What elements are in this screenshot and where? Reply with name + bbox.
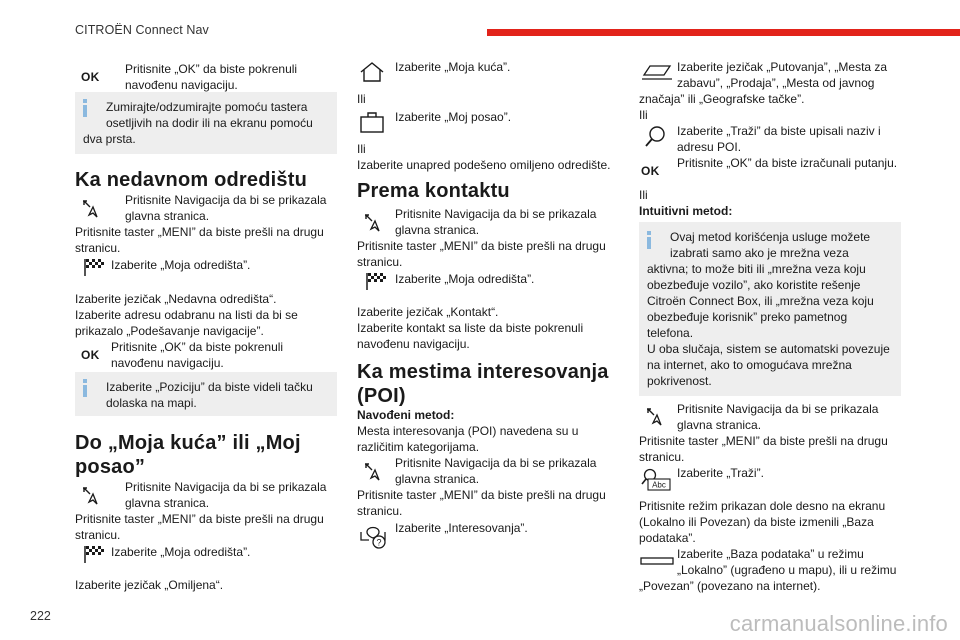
note-line: izabrati samo ako je mrežna veza — [670, 246, 849, 260]
text-line: Navođeni metod: — [357, 408, 455, 422]
info-note — [75, 372, 337, 416]
info-icon — [83, 379, 87, 397]
text-line: „Lokalno” (ugrađeno u mapu), ili u režimu — [677, 563, 897, 577]
svg-text:?: ? — [376, 537, 382, 548]
text-line: Pritisnite „OK” da biste pokrenuli — [125, 62, 298, 76]
text-line: stranicu. — [75, 528, 121, 542]
text-line: „Povezan” (povezano na internet). — [639, 579, 821, 593]
text-line: Pritisnite Navigacija da bi se prikazala — [395, 207, 597, 221]
text-line: glavna stranica. — [125, 209, 210, 223]
text-line: Pritisnite „OK” da biste pokrenuli — [111, 340, 284, 354]
text-line: Izaberite „Traži”. — [677, 466, 764, 480]
text-line: Ili — [357, 142, 366, 156]
ok-icon: OK — [641, 164, 660, 178]
text-line: stranicu. — [639, 450, 685, 464]
text-line: Izaberite jezičak „Omiljena“. — [75, 578, 224, 592]
text-line: glavna stranica. — [395, 223, 480, 237]
section-heading: posao” — [75, 456, 146, 478]
note-line: aktivna; to može biti ili „mrežna veza koju — [647, 262, 866, 276]
text-line: Pritisnite režim prikazan dole desno na ekranu — [639, 499, 886, 513]
text-line: Pritisnite „OK” da biste izračunali putanju. — [677, 156, 898, 170]
page-number: 222 — [30, 609, 51, 623]
text-line: Izaberite kontakt sa liste da biste pokrenuli — [357, 321, 584, 335]
navigation-icon — [363, 213, 385, 233]
info-note — [75, 92, 337, 154]
text-line: glavna stranica. — [125, 496, 210, 510]
home-icon — [358, 60, 386, 84]
abc-label: Abc — [652, 480, 666, 490]
section-heading: Prema kontaktu — [357, 180, 510, 202]
text-line: glavna stranica. — [677, 418, 762, 432]
categories-icon — [640, 62, 674, 82]
text-line: prikazalo „Podešavanje navigacije”. — [75, 324, 264, 338]
section-heading: (POI) — [357, 385, 406, 407]
text-line: Pritisnite Navigacija da bi se prikazala — [125, 193, 327, 207]
note-line: dva prsta. — [83, 132, 136, 146]
section-heading: Ka nedavnom odredištu — [75, 169, 308, 191]
text-line: Pritisnite taster „MENI” da biste prešli na drugu — [639, 434, 888, 448]
note-line: Citroën Connect Box, ili „mrežna veza koju — [647, 294, 874, 308]
info-icon — [647, 231, 651, 249]
search-icon — [643, 124, 669, 150]
section-heading: Ka mestima interesovanja — [357, 361, 609, 383]
text-line: podataka”. — [639, 531, 696, 545]
text-line: Izaberite „Moja odredišta”. — [111, 545, 251, 559]
destinations-flag-icon — [363, 270, 389, 292]
section-heading: Do „Moja kuća” ili „Moj — [75, 432, 301, 454]
note-line: obezbeđuje vozilo”, ako koristite rešenje — [647, 278, 861, 292]
navigation-icon — [363, 462, 385, 482]
note-line: telefona. — [647, 326, 694, 340]
text-line: Izaberite unapred podešeno omiljeno odredište. — [357, 158, 611, 172]
destinations-flag-icon — [81, 543, 107, 565]
note-line: dolaska na mapi. — [106, 396, 197, 410]
text-line: Izaberite „Moja odredišta”. — [395, 272, 535, 286]
text-line: stranicu. — [357, 504, 403, 518]
text-line: Pritisnite taster „MENI” da biste prešli na drugu — [75, 225, 324, 239]
ok-icon: OK — [81, 348, 100, 362]
text-line: stranicu. — [357, 255, 403, 269]
keyboard-search-icon — [640, 467, 672, 493]
text-line: Izaberite jezičak „Kontakt“. — [357, 305, 499, 319]
text-line: Izaberite jezičak „Putovanja”, „Mesta za — [677, 60, 888, 74]
text-line: navođenu navigaciju. — [125, 78, 238, 92]
destinations-flag-icon — [81, 256, 107, 278]
note-line: Ovaj metod korišćenja usluge možete — [670, 230, 871, 244]
text-line: glavna stranica. — [395, 472, 480, 486]
text-line: Pritisnite Navigacija da bi se prikazala — [395, 456, 597, 470]
navigation-icon — [645, 407, 667, 427]
ok-icon: OK — [81, 70, 100, 84]
navigation-icon — [81, 199, 103, 219]
header-title: CITROËN Connect Nav — [75, 23, 209, 37]
text-line: Pritisnite taster „MENI” da biste prešli na drugu — [357, 488, 606, 502]
text-line: navođenu navigaciju. — [357, 337, 470, 351]
note-line: na internet, ako to omogućava mrežna — [647, 358, 852, 372]
briefcase-icon — [358, 110, 386, 134]
text-line: Izaberite „Traži” da biste upisali naziv i — [677, 124, 881, 138]
text-line: Pritisnite taster „MENI” da biste prešli na drugu — [75, 512, 324, 526]
note-line: Zumirajte/odzumirajte pomoću tastera — [106, 100, 308, 114]
text-line: zabavu”, „Prodaja”, „Mesta od javnog — [677, 76, 875, 90]
text-line: Mesta interesovanja (POI) navedena su u — [357, 424, 579, 438]
text-line: Intuitivni metod: — [639, 204, 733, 218]
note-line: obezbeđuje korisnik” preko pametnog — [647, 310, 848, 324]
note-line: pokrivenost. — [647, 374, 712, 388]
text-line: značaja” ili „Geografske tačke”. — [639, 92, 805, 106]
text-line: Izaberite adresu odabranu na listi da bi se — [75, 308, 298, 322]
database-toggle-icon — [640, 556, 674, 566]
text-line: Izaberite „Baza podataka” u režimu — [677, 547, 864, 561]
poi-icon — [359, 520, 391, 550]
header-accent-bar — [487, 29, 960, 36]
text-line: Izaberite „Moj posao”. — [395, 110, 512, 124]
watermark: carmanualsonline.info — [729, 611, 948, 636]
info-icon — [83, 99, 87, 117]
note-line: osetljivih na dodir ili na ekranu pomoću — [106, 116, 313, 130]
text-line: navođenu navigaciju. — [111, 356, 224, 370]
text-line: Izaberite jezičak „Nedavna odredišta“. — [75, 292, 277, 306]
text-line: Izaberite „Interesovanja”. — [395, 521, 528, 535]
text-line: Pritisnite Navigacija da bi se prikazala — [677, 402, 879, 416]
text-line: Izaberite „Moja kuća”. — [395, 60, 511, 74]
text-line: Ili — [639, 108, 648, 122]
navigation-icon — [81, 486, 103, 506]
text-line: Ili — [357, 92, 366, 106]
text-line: (Lokalno ili Povezan) da biste izmenili „Baza — [639, 515, 874, 529]
text-line: stranicu. — [75, 241, 121, 255]
note-line: Izaberite „Poziciju” da biste videli tačku — [106, 380, 313, 394]
text-line: Pritisnite taster „MENI” da biste prešli na drugu — [357, 239, 606, 253]
text-line: Ili — [639, 188, 648, 202]
text-line: adresu POI. — [677, 140, 742, 154]
note-line: U oba slučaja, sistem se automatski povezuje — [647, 342, 890, 356]
info-note — [639, 222, 901, 396]
text-line: različitim kategorijama. — [357, 440, 480, 454]
text-line: Pritisnite Navigacija da bi se prikazala — [125, 480, 327, 494]
text-line: Izaberite „Moja odredišta”. — [111, 258, 251, 272]
